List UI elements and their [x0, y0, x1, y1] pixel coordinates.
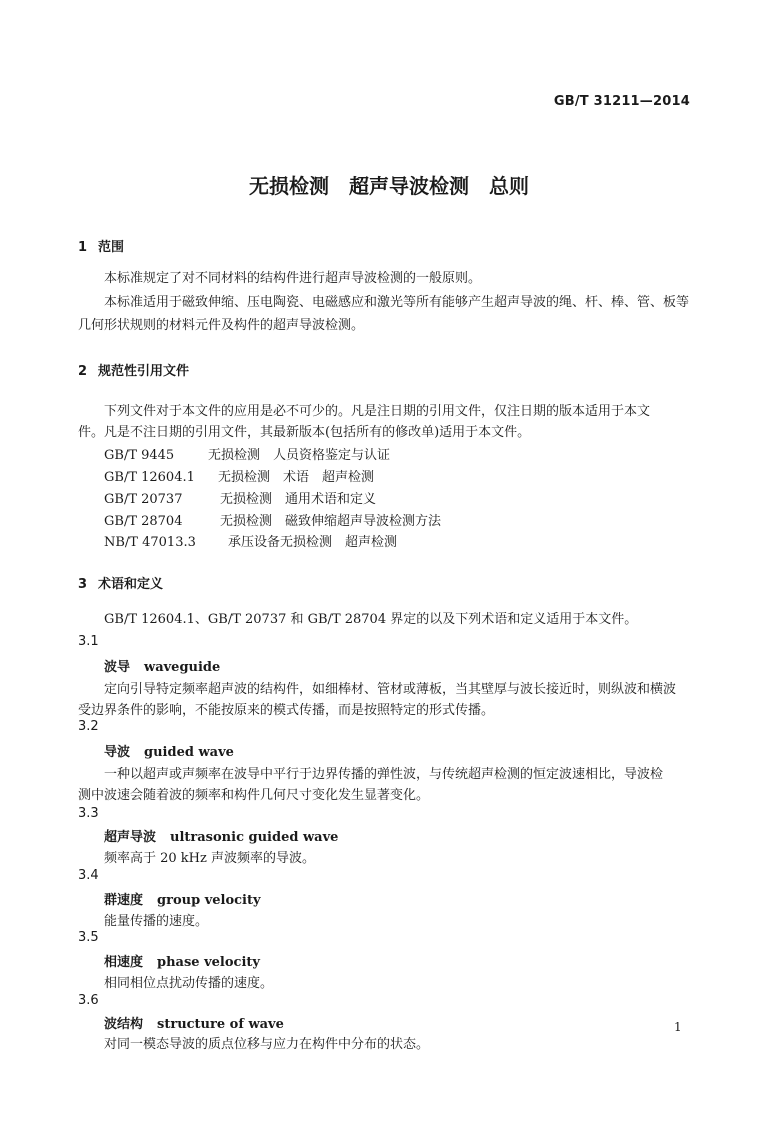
- reference-item: [104, 531, 397, 550]
- term-definition-line-1: 一种以超声或声频率在波导中平行于边界传播的弹性波，与传统超声检测的恒定波速相比，导波检: [104, 767, 664, 782]
- term-english: guided wave: [144, 745, 234, 760]
- term-definition-line-2: 受边界条件的影响，不能按原来的模式传播，而是按照特定的形式传播。: [78, 703, 495, 718]
- reference-code: GB/T 12604.1: [104, 470, 195, 485]
- term-number: 3.1: [78, 634, 99, 649]
- term-number: 3.2: [78, 719, 99, 734]
- term-english: phase velocity: [157, 955, 260, 970]
- term-english: ultrasonic guided wave: [170, 830, 339, 845]
- term-number: 3.6: [78, 993, 99, 1008]
- term-definition: 能量传播的速度。: [104, 914, 209, 929]
- term-heading: [104, 889, 261, 908]
- reference-title: 无损检测 人员资格鉴定与认证: [208, 448, 391, 463]
- reference-item: [104, 488, 376, 507]
- term-number: 3.4: [78, 868, 99, 883]
- section-heading-terms-and-definitions: [78, 573, 163, 592]
- scope-paragraph-2-line-2: 几何形状规则的材料元件及构件的超声导波检测。: [78, 318, 365, 333]
- document-title: 无损检测 超声导波检测 总则: [249, 174, 529, 198]
- reference-item: [104, 510, 441, 529]
- term-chinese: 波结构: [104, 1017, 144, 1032]
- reference-code: GB/T 9445: [104, 448, 175, 463]
- term-definition-line-1: 定向引导特定频率超声波的结构件，如细棒材、管材或薄板，当其壁厚与波长接近时，则纵波和横波: [104, 682, 677, 697]
- section-heading-normative-references: [78, 360, 189, 379]
- term-definition: 相同相位点扰动传播的速度。: [104, 976, 274, 991]
- term-number: 3.5: [78, 930, 99, 945]
- term-chinese: 相速度: [104, 955, 144, 970]
- terms-intro: GB/T 12604.1、GB/T 20737 和 GB/T 28704 界定的以及下列术语和定义适用于本文件。: [104, 612, 638, 627]
- term-definition: 对同一模态导波的质点位移与应力在构件中分布的状态。: [104, 1037, 430, 1052]
- standard-code: GB/T 31211—2014: [553, 94, 690, 109]
- term-definition: 频率高于 20 kHz 声波频率的导波。: [104, 851, 316, 866]
- section-heading-scope: [78, 236, 124, 255]
- reference-title: 承压设备无损检测 超声检测: [228, 535, 398, 550]
- term-definition-line-2: 测中波速会随着波的频率和构件几何尺寸变化发生显著变化。: [78, 788, 430, 803]
- section-number: 3: [78, 577, 88, 592]
- reference-title: 无损检测 磁致伸缩超声导波检测方法: [220, 514, 442, 529]
- term-english: waveguide: [144, 660, 221, 675]
- page-number: 1: [674, 1020, 682, 1034]
- reference-title: 无损检测 术语 超声检测: [218, 470, 375, 485]
- reference-code: GB/T 28704: [104, 514, 183, 529]
- reference-code: GB/T 20737: [104, 492, 183, 507]
- term-heading: [104, 741, 234, 760]
- references-intro-line-1: 下列文件对于本文件的应用是必不可少的。凡是注日期的引用文件，仅注日期的版本适用于本文: [104, 404, 651, 419]
- term-english: structure of wave: [157, 1017, 284, 1032]
- section-number: 1: [78, 240, 88, 255]
- term-chinese: 超声导波: [104, 830, 157, 845]
- scope-paragraph-1: 本标准规定了对不同材料的结构件进行超声导波检测的一般原则。: [104, 271, 482, 286]
- term-number: 3.3: [78, 806, 99, 821]
- section-title: 规范性引用文件: [98, 364, 190, 379]
- term-heading: [104, 951, 260, 970]
- scope-paragraph-2-line-1: 本标准适用于磁致伸缩、压电陶瓷、电磁感应和激光等所有能够产生超声导波的绳、杆、棒、管、板等: [104, 295, 690, 310]
- reference-code: NB/T 47013.3: [104, 535, 196, 550]
- term-heading: [104, 826, 338, 845]
- reference-item: [104, 444, 390, 463]
- section-number: 2: [78, 364, 88, 379]
- section-title: 范围: [98, 240, 125, 255]
- reference-title: 无损检测 通用术语和定义: [220, 492, 377, 507]
- reference-item: [104, 466, 374, 485]
- term-chinese: 波导: [104, 660, 131, 675]
- term-english: group velocity: [157, 893, 261, 908]
- term-chinese: 群速度: [104, 893, 144, 908]
- term-heading: [104, 656, 220, 675]
- references-intro-line-2: 件。凡是不注日期的引用文件，其最新版本(包括所有的修改单)适用于本文件。: [78, 425, 531, 440]
- section-title: 术语和定义: [98, 577, 164, 592]
- term-heading: [104, 1013, 284, 1032]
- term-chinese: 导波: [104, 745, 131, 760]
